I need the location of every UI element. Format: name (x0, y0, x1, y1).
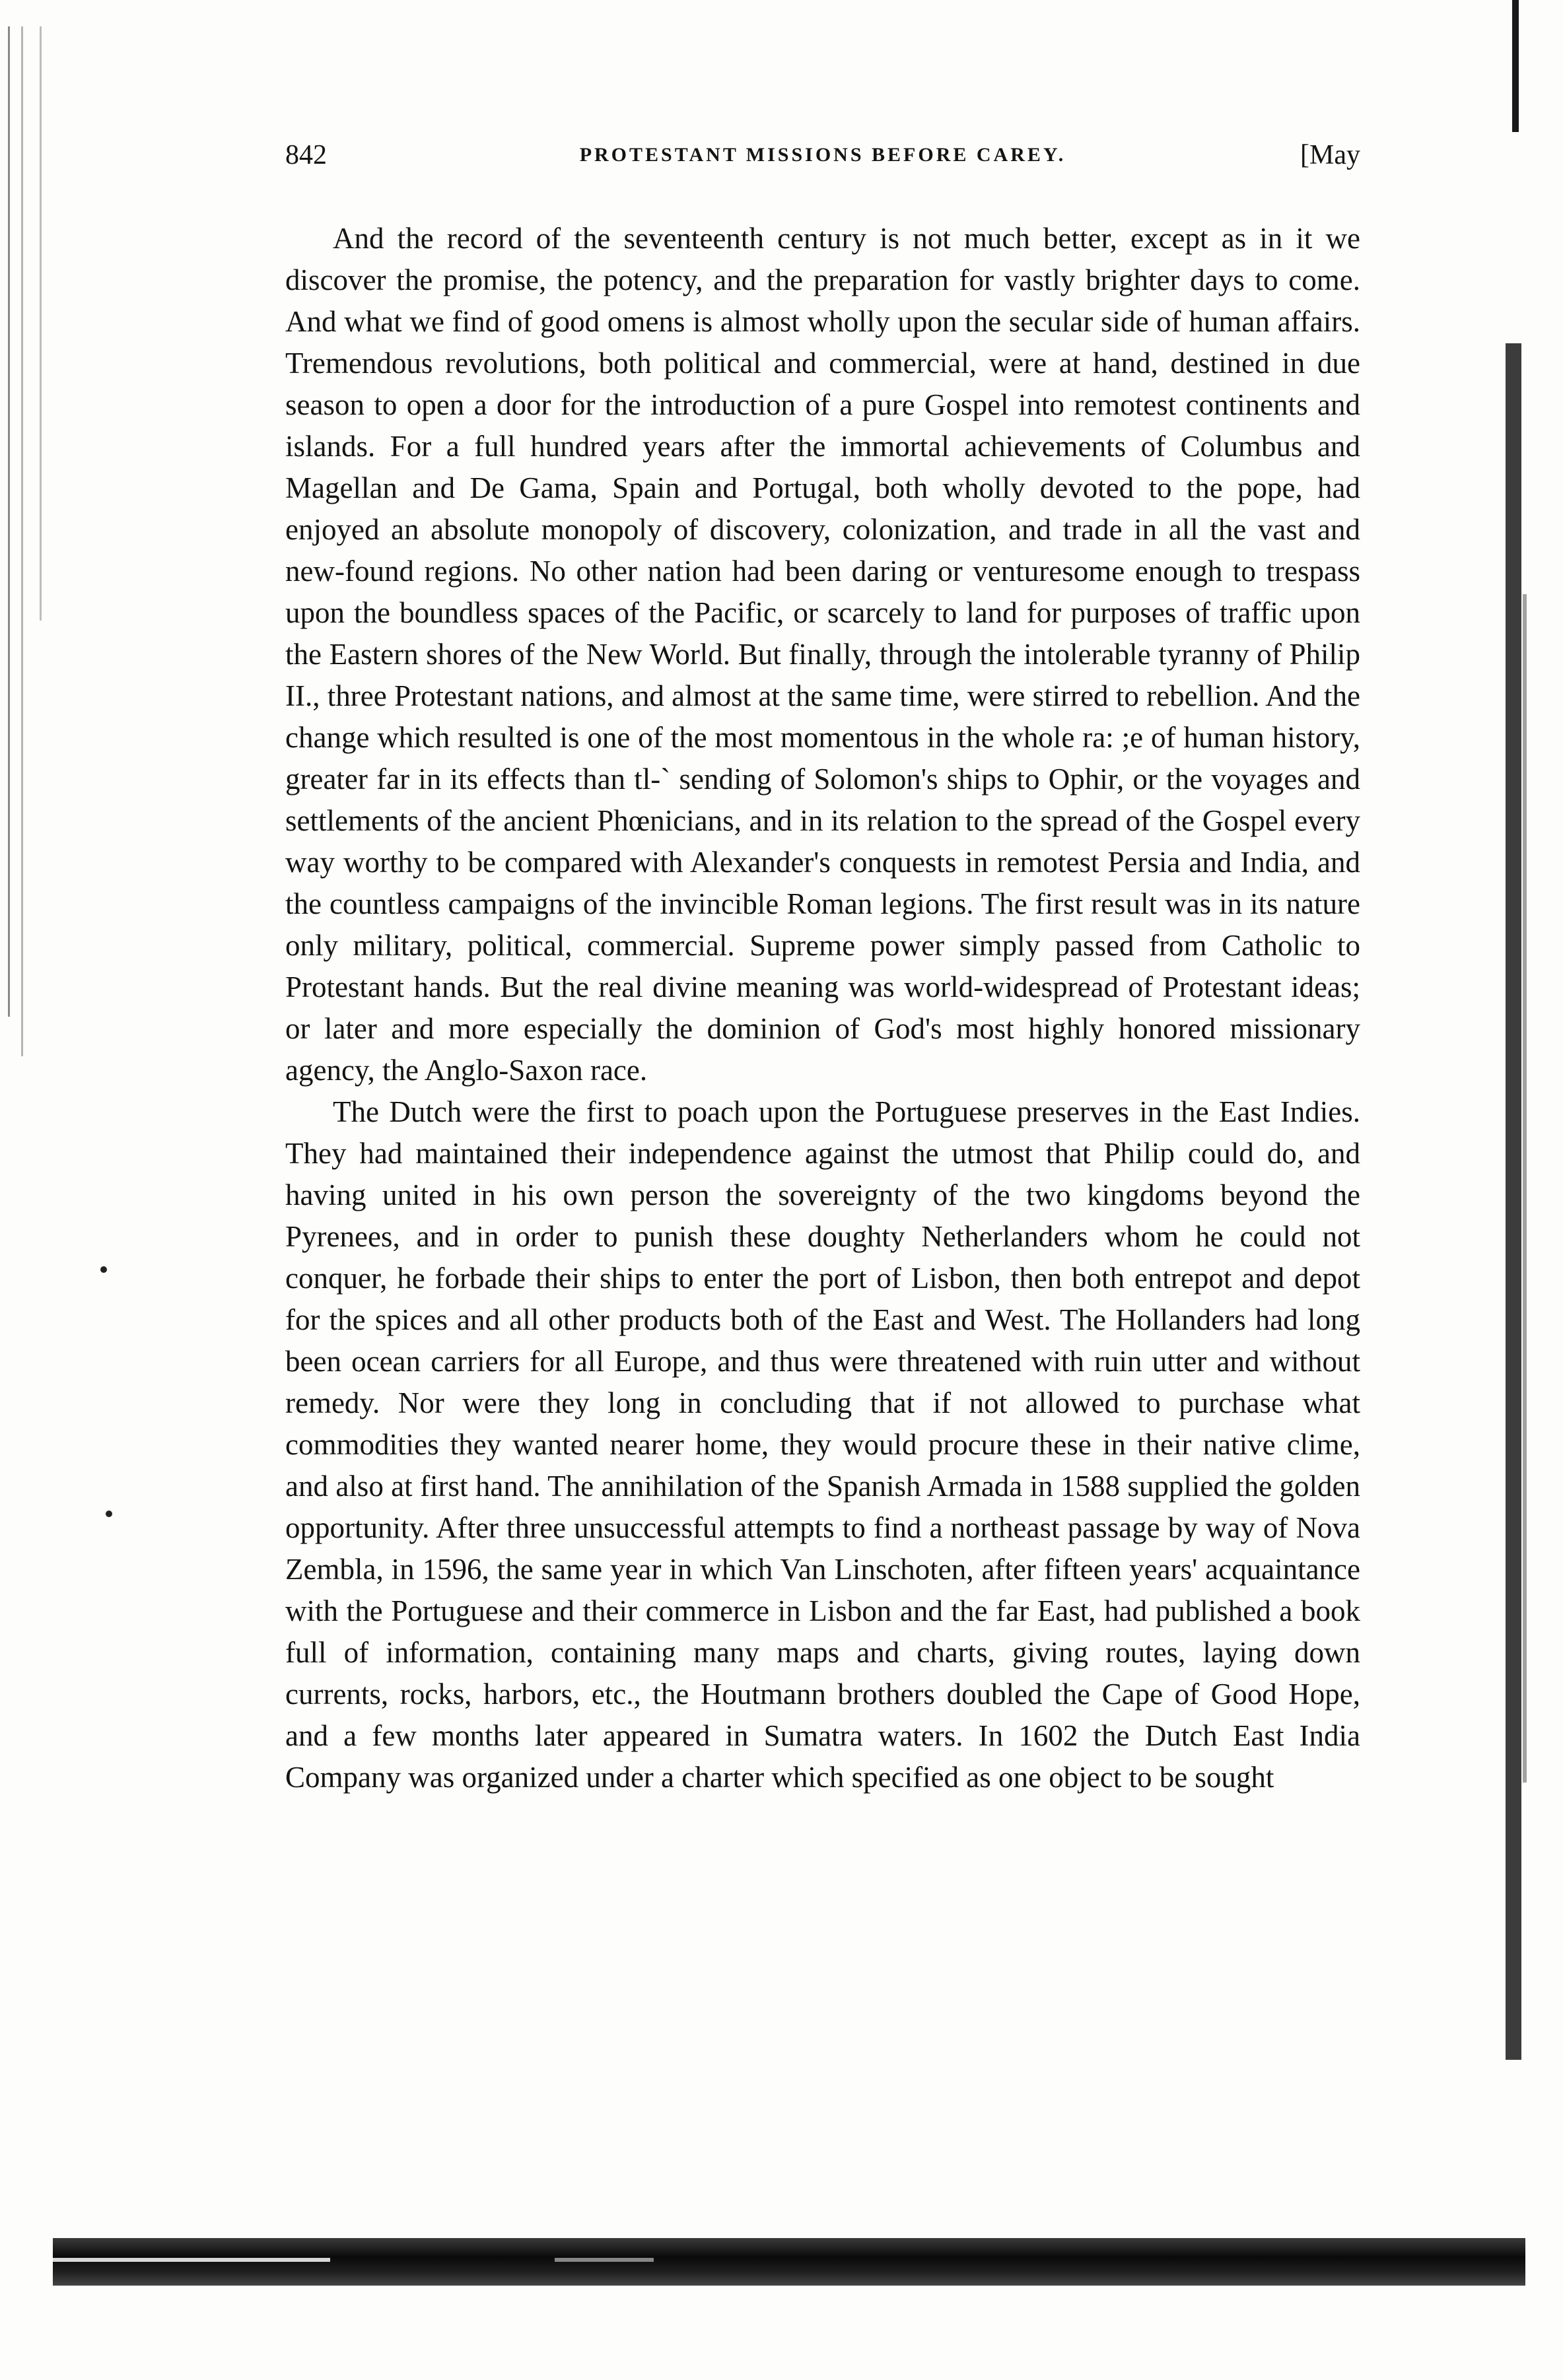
paragraph: The Dutch were the first to poach upon the Portuguese preserves in the East Indies. They had maintained their independence against the utmost that Philip could do, and having united in his own person the sovereignty of the two kingdoms beyond the Pyrenees, and in order to punish these doughty Netherlanders whom he could not conquer, he forbade their ships to enter the port of Lisbon, then both entrepot and depot for the spices and all other products both of the East and West. The Hollanders had long been ocean carriers for all Europe, and thus were threatened with ruin utter and without remedy. Nor were they long in concluding that if not allowed to purchase what commodities they wanted nearer home, they would procure these in their native clime, and also at first hand. The annihilation of the Spanish Armada in 1588 supplied the golden opportunity. After three unsuccessful attempts to find a northeast passage by way of Nova Zembla, in 1596, the same year in which Van Linschoten, after fifteen years' acquaintance with the Portuguese and their commerce in Lisbon and the far East, had published a book full of information, containing many maps and charts, giving routes, laying down currents, rocks, harbors, etc., the Houtmann brothers doubled the Cape of Good Hope, and a few months later appeared in Sumatra waters. In 1602 the Dutch East India Company was organized under a charter which specified as one object to be sought (285, 1095, 1360, 1794)
right-scan-edge (1486, 0, 1563, 2380)
page-number: 842 (285, 140, 327, 170)
paragraph: And the record of the seventeenth century is not much better, except as in it we discover the promise, the potency, and the preparation for vastly brighter days to come. And what we find of good omens is almost wholly upon the secular side of human affairs. Tremendous revolutions, both political and commercial, were at hand, destined in due season to open a door for the introduction of a pure Gospel into remotest continents and islands. For a full hundred years after the immortal achievements of Columbus and Magellan and De Gama, Spain and Portugal, both wholly devoted to the pope, had enjoyed an absolute monopoly of discovery, colonization, and trade in all the vast and new-found regions. No other nation had been daring or venturesome enough to trespass upon the boundless spaces of the Pacific, or scarcely to land for purposes of traffic upon the Eastern shores of the New World. But finally, through the intolerable tyranny of Philip II., three Protestant nations, and almost at the same time, were stirred to rebellion. And the change which resulted is one of the most momentous in the whole ra: ;e of human history, greater far in its effects than tl-` sending of Solomon's ships to Ophir, or the voyages and settlements of the ancient Phœnicians, and in its relation to the spread of the Gospel every way worthy to be compared with Alexander's conquests in remotest Persia and India, and the countless campaigns of the invincible Roman legions. The first result was in its nature only military, political, commercial. Supreme power simply passed from Catholic to Protestant hands. But the real divine meaning was world-widespread of Protestant ideas; or later and more especially the dominion of God's most highly honored missionary agency, the Anglo-Saxon race. (285, 222, 1360, 1087)
running-head (285, 135, 1360, 175)
running-title: PROTESTANT MISSIONS BEFORE CAREY. (579, 144, 1066, 166)
scan-speck (100, 1266, 107, 1273)
bottom-scan-bar (53, 2238, 1525, 2286)
body-text (285, 218, 1360, 1798)
running-month: [May (1300, 140, 1360, 170)
scan-speck (106, 1511, 112, 1517)
left-scan-edge (5, 26, 52, 1056)
